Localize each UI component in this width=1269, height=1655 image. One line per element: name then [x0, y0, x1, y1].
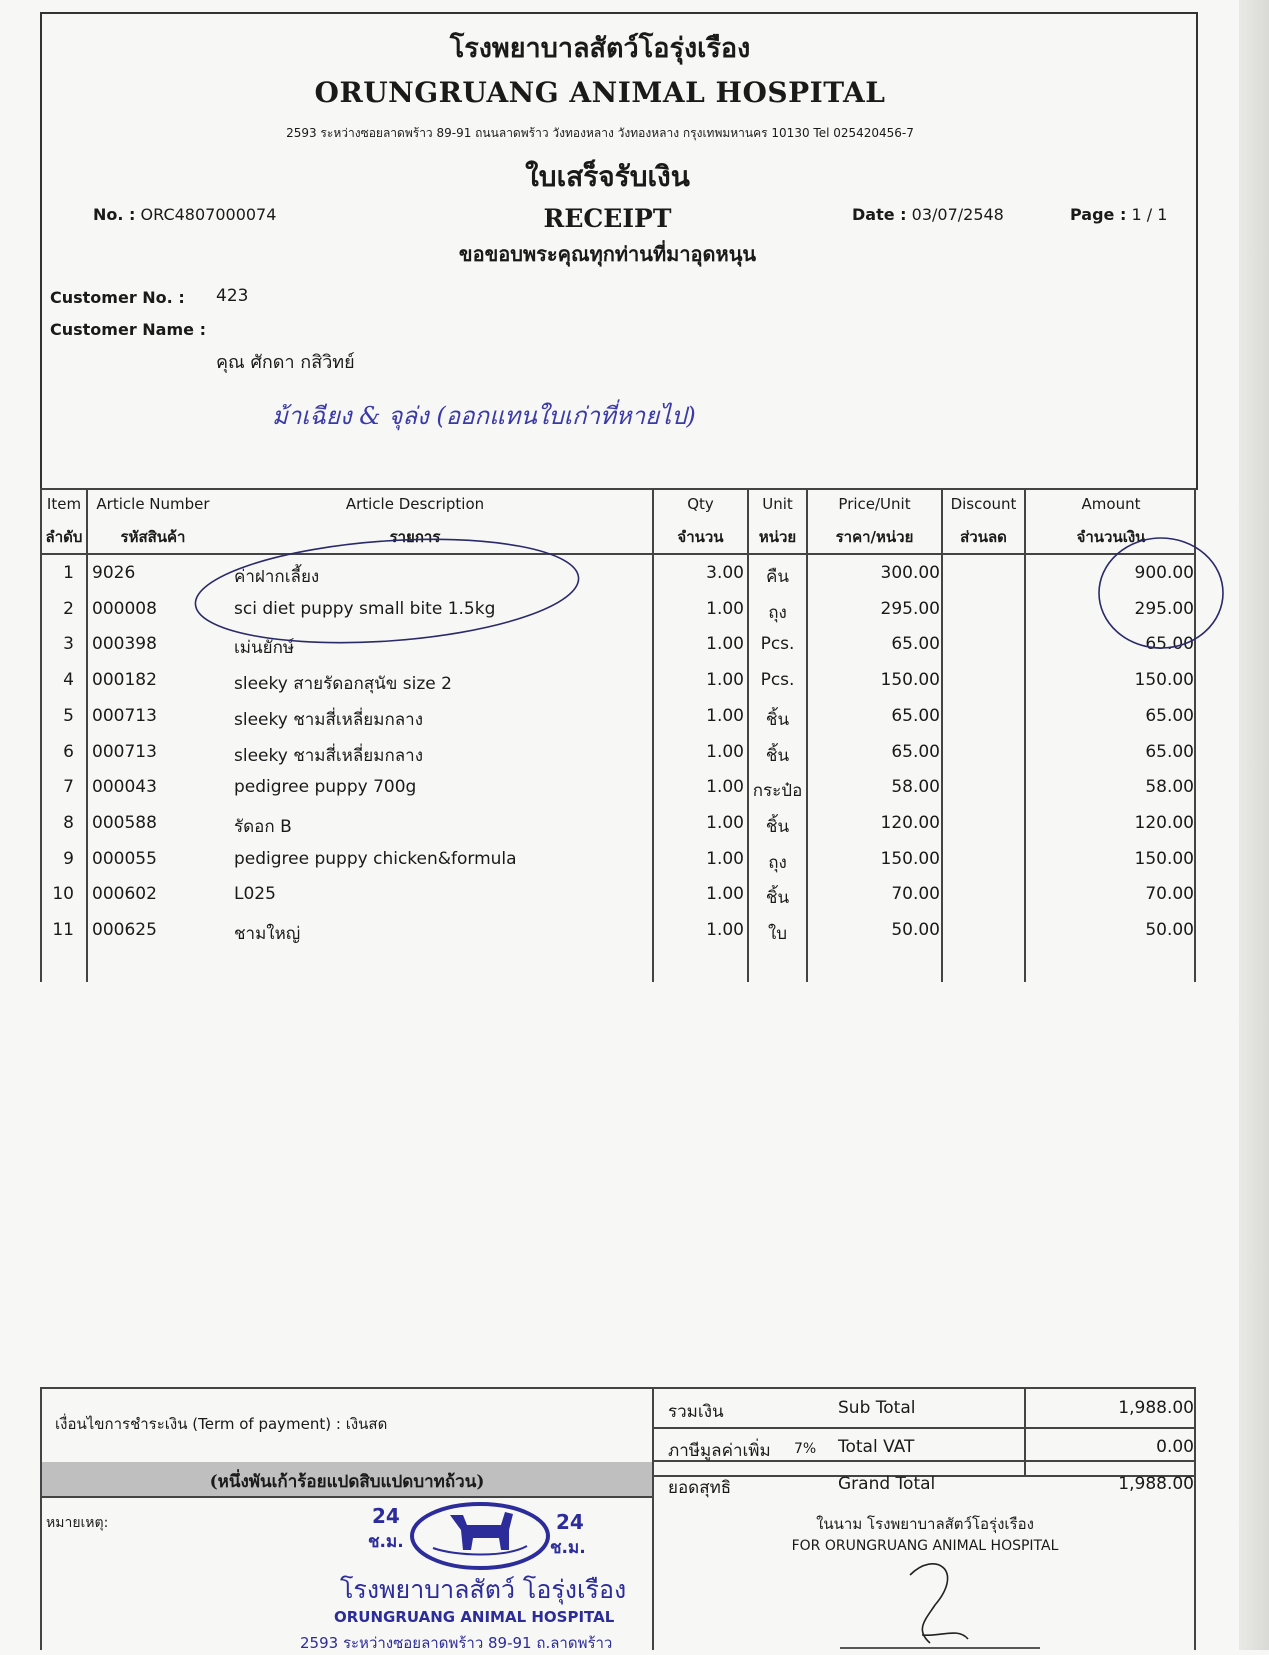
- stamp-hours-right: 24: [556, 1510, 584, 1534]
- hospital-address: 2593 ระหว่างซอยลาดพร้าว 89-91 ถนนลาดพร้าว วังทองหลาง วังทองหลาง กรุงเทพมหานคร 10130 Tel 025420456-7: [286, 126, 914, 140]
- cell-amount: 150.00: [1134, 848, 1194, 869]
- cell-qty: 1.00: [706, 598, 744, 619]
- vat-label-en: Total VAT: [838, 1437, 915, 1457]
- cell-desc: sleeky สายรัดอกสุนัข size 2: [234, 674, 452, 695]
- customer-number-label: Customer No. :: [50, 288, 185, 307]
- customer-name-value: คุณ ศักดา กสิวิทย์: [216, 352, 355, 373]
- hospital-stamp: [300, 1500, 660, 1650]
- customer-name-label: Customer Name :: [50, 320, 206, 339]
- receipt-title-thai: ใบเสร็จรับเงิน: [525, 160, 690, 193]
- payment-terms: เงื่อนไขการชำระเงิน (Term of payment) : เงินสด: [55, 1415, 388, 1433]
- col-header-price-th: ราคา/หน่วย: [835, 528, 914, 546]
- stamp-address: 2593 ระหว่างซอยลาดพร้าว 89-91 ถ.ลาดพร้าว: [300, 1634, 613, 1652]
- cell-code: 000055: [92, 848, 157, 869]
- col-header-qty-th: จำนวน: [677, 528, 724, 546]
- stamp-hours-right-unit: ช.ม.: [550, 1538, 586, 1558]
- pen-circle-description: [192, 528, 582, 655]
- cell-code: 000588: [92, 812, 157, 833]
- vat-rate: 7%: [794, 1441, 817, 1457]
- vat-value: 0.00: [1156, 1437, 1194, 1457]
- cell-code: 000398: [92, 634, 157, 655]
- cell-code: 000043: [92, 777, 157, 798]
- cell-qty: 1.00: [706, 777, 744, 798]
- cell-code: 000602: [92, 884, 157, 905]
- receipt-number-label: No. :: [93, 205, 136, 224]
- col-header-item: Item: [46, 495, 82, 513]
- handwritten-note: ม้าเฉียง & จุล่ง (ออกแทนใบเก่าที่หายไป): [272, 402, 696, 430]
- col-header-amount-th: จำนวนเงิน: [1076, 528, 1146, 546]
- cell-price: 65.00: [891, 705, 940, 726]
- col-header-unit-th: หน่วย: [758, 528, 797, 546]
- subtotal-label-en: Sub Total: [838, 1398, 916, 1418]
- footer-rule-4: [40, 1496, 652, 1498]
- stamp-hours-left: 24: [372, 1504, 400, 1528]
- col-header-qty: Qty: [687, 495, 714, 513]
- cell-price: 58.00: [891, 777, 940, 798]
- stamp-name-english: ORUNGRUANG ANIMAL HOSPITAL: [334, 1608, 615, 1626]
- cell-code: 000008: [92, 598, 157, 619]
- cell-qty: 1.00: [706, 848, 744, 869]
- footer-rule-1: [652, 1427, 1196, 1429]
- cell-item: 7: [63, 777, 74, 798]
- customer-number-value: 423: [216, 286, 249, 306]
- cell-price: 50.00: [891, 920, 940, 940]
- cell-price: 70.00: [891, 884, 940, 905]
- cell-qty: 1.00: [706, 812, 744, 833]
- cell-item: 10: [52, 884, 74, 905]
- cell-item: 2: [63, 598, 74, 619]
- cell-amount: 295.00: [1134, 598, 1194, 619]
- cell-code: 000625: [92, 920, 157, 940]
- pen-annotations: [0, 0, 1269, 700]
- cell-qty: 1.00: [706, 634, 744, 655]
- page-value: 1 / 1: [1131, 205, 1168, 224]
- cell-price: 65.00: [891, 741, 940, 762]
- cell-amount: 65.00: [1145, 741, 1194, 762]
- amount-in-words: (หนึ่งพันเก้าร้อยแปดสิบแปดบาทถ้วน): [209, 1472, 485, 1492]
- cell-unit: กระป๋อ: [752, 781, 803, 802]
- cell-price: 65.00: [891, 634, 940, 655]
- col-header-discount-th: ส่วนลด: [960, 528, 1007, 546]
- cell-desc: sleeky ชามสี่เหลี่ยมกลาง: [234, 709, 424, 730]
- pen-circle-amount: [1099, 538, 1223, 648]
- cell-item: 9: [63, 848, 74, 869]
- cell-qty: 1.00: [706, 705, 744, 726]
- cell-code: 000182: [92, 670, 157, 691]
- signature-caption-en: FOR ORUNGRUANG ANIMAL HOSPITAL: [791, 1538, 1059, 1554]
- cell-desc: L025: [234, 884, 276, 905]
- col-header-amount: Amount: [1081, 495, 1141, 513]
- grand-total-value: 1,988.00: [1118, 1474, 1194, 1494]
- cell-amount: 120.00: [1134, 812, 1194, 833]
- cell-amount: 58.00: [1145, 777, 1194, 798]
- remarks-label: หมายเหตุ:: [46, 1515, 109, 1531]
- cell-unit: ถุง: [768, 602, 787, 623]
- page-label: Page :: [1070, 205, 1127, 224]
- cell-qty: 1.00: [706, 920, 744, 940]
- subtotal-value: 1,988.00: [1118, 1398, 1194, 1418]
- cell-unit: ถุง: [768, 852, 787, 873]
- receipt-title-english: RECEIPT: [543, 204, 672, 233]
- col-header-code: Article Number: [96, 495, 210, 513]
- cell-price: 150.00: [880, 848, 940, 869]
- cell-qty: 1.00: [706, 670, 744, 691]
- signature-scribble: [840, 1545, 1040, 1650]
- receipt-number-value: ORC4807000074: [140, 205, 277, 224]
- cell-amount: 150.00: [1134, 670, 1194, 691]
- col-header-description: Article Description: [345, 495, 485, 513]
- stamp-hours-left-unit: ช.ม.: [368, 1532, 404, 1552]
- subtotal-label-th: รวมเงิน: [668, 1402, 724, 1422]
- cell-qty: 3.00: [706, 563, 744, 583]
- cell-price: 120.00: [880, 812, 940, 833]
- cell-amount: 65.00: [1145, 705, 1194, 726]
- cell-desc: sci diet puppy small bite 1.5kg: [234, 598, 496, 619]
- cell-unit: ชิ้น: [765, 816, 790, 837]
- cell-desc: ค่าฝากเลี้ยง: [234, 567, 320, 587]
- col-header-description-th: รายการ: [389, 528, 441, 546]
- cell-qty: 1.00: [706, 884, 744, 905]
- cell-desc: รัดอก B: [234, 816, 292, 837]
- cell-price: 300.00: [880, 563, 940, 583]
- cell-item: 11: [52, 920, 74, 940]
- cell-unit: Pcs.: [760, 670, 795, 691]
- cell-amount: 65.00: [1145, 634, 1194, 655]
- cell-desc: pedigree puppy 700g: [234, 777, 417, 798]
- cell-unit: Pcs.: [760, 634, 795, 655]
- hospital-name-thai: โรงพยาบาลสัตว์โอรุ่งเรือง: [449, 33, 751, 64]
- cell-desc: pedigree puppy chicken&formula: [234, 848, 517, 869]
- cell-desc: ชามใหญ่: [234, 924, 301, 944]
- cell-qty: 1.00: [706, 741, 744, 762]
- col-header-discount: Discount: [950, 495, 1017, 513]
- vat-label-th: ภาษีมูลค่าเพิ่ม: [668, 1441, 771, 1461]
- stamp-dog-logo: [405, 1500, 555, 1570]
- cell-unit: ชิ้น: [765, 745, 790, 766]
- grand-total-label-en: Grand Total: [838, 1474, 936, 1494]
- cell-unit: ชิ้น: [765, 888, 790, 909]
- cell-desc: sleeky ชามสี่เหลี่ยมกลาง: [234, 745, 424, 766]
- cell-amount: 50.00: [1145, 920, 1194, 940]
- signature-caption-th: ในนาม โรงพยาบาลสัตว์โอรุ่งเรือง: [816, 1515, 1034, 1533]
- receipt-date-label: Date :: [852, 205, 907, 224]
- cell-code: 9026: [92, 563, 136, 583]
- thanks-text: ขอขอบพระคุณทุกท่านที่มาอุดหนุน: [458, 242, 757, 266]
- col-header-price: Price/Unit: [838, 495, 911, 513]
- cell-item: 4: [63, 670, 74, 691]
- col-header-code-th: รหัสสินค้า: [120, 528, 186, 546]
- cell-item: 5: [63, 705, 74, 726]
- cell-code: 000713: [92, 741, 157, 762]
- cell-item: 1: [63, 563, 74, 583]
- hospital-name-english: ORUNGRUANG ANIMAL HOSPITAL: [314, 76, 886, 109]
- receipt-date-value: 03/07/2548: [911, 205, 1004, 224]
- stamp-name-thai: โรงพยาบาลสัตว์ โอรุ่งเรือง: [340, 1575, 627, 1604]
- cell-unit: ชิ้น: [765, 709, 790, 730]
- cell-amount: 900.00: [1134, 563, 1194, 583]
- cell-amount: 70.00: [1145, 884, 1194, 905]
- cell-price: 150.00: [880, 670, 940, 691]
- cell-code: 000713: [92, 705, 157, 726]
- cell-price: 295.00: [880, 598, 940, 619]
- cell-desc: เม่นยักษ์: [234, 638, 295, 659]
- cell-item: 6: [63, 741, 74, 762]
- grand-total-label-th: ยอดสุทธิ: [668, 1478, 732, 1498]
- cell-item: 3: [63, 634, 74, 655]
- cell-item: 8: [63, 812, 74, 833]
- cell-unit: คืน: [766, 567, 789, 587]
- col-header-item-th: ลำดับ: [45, 528, 83, 546]
- cell-unit: ใบ: [767, 924, 788, 944]
- col-header-unit: Unit: [762, 495, 793, 513]
